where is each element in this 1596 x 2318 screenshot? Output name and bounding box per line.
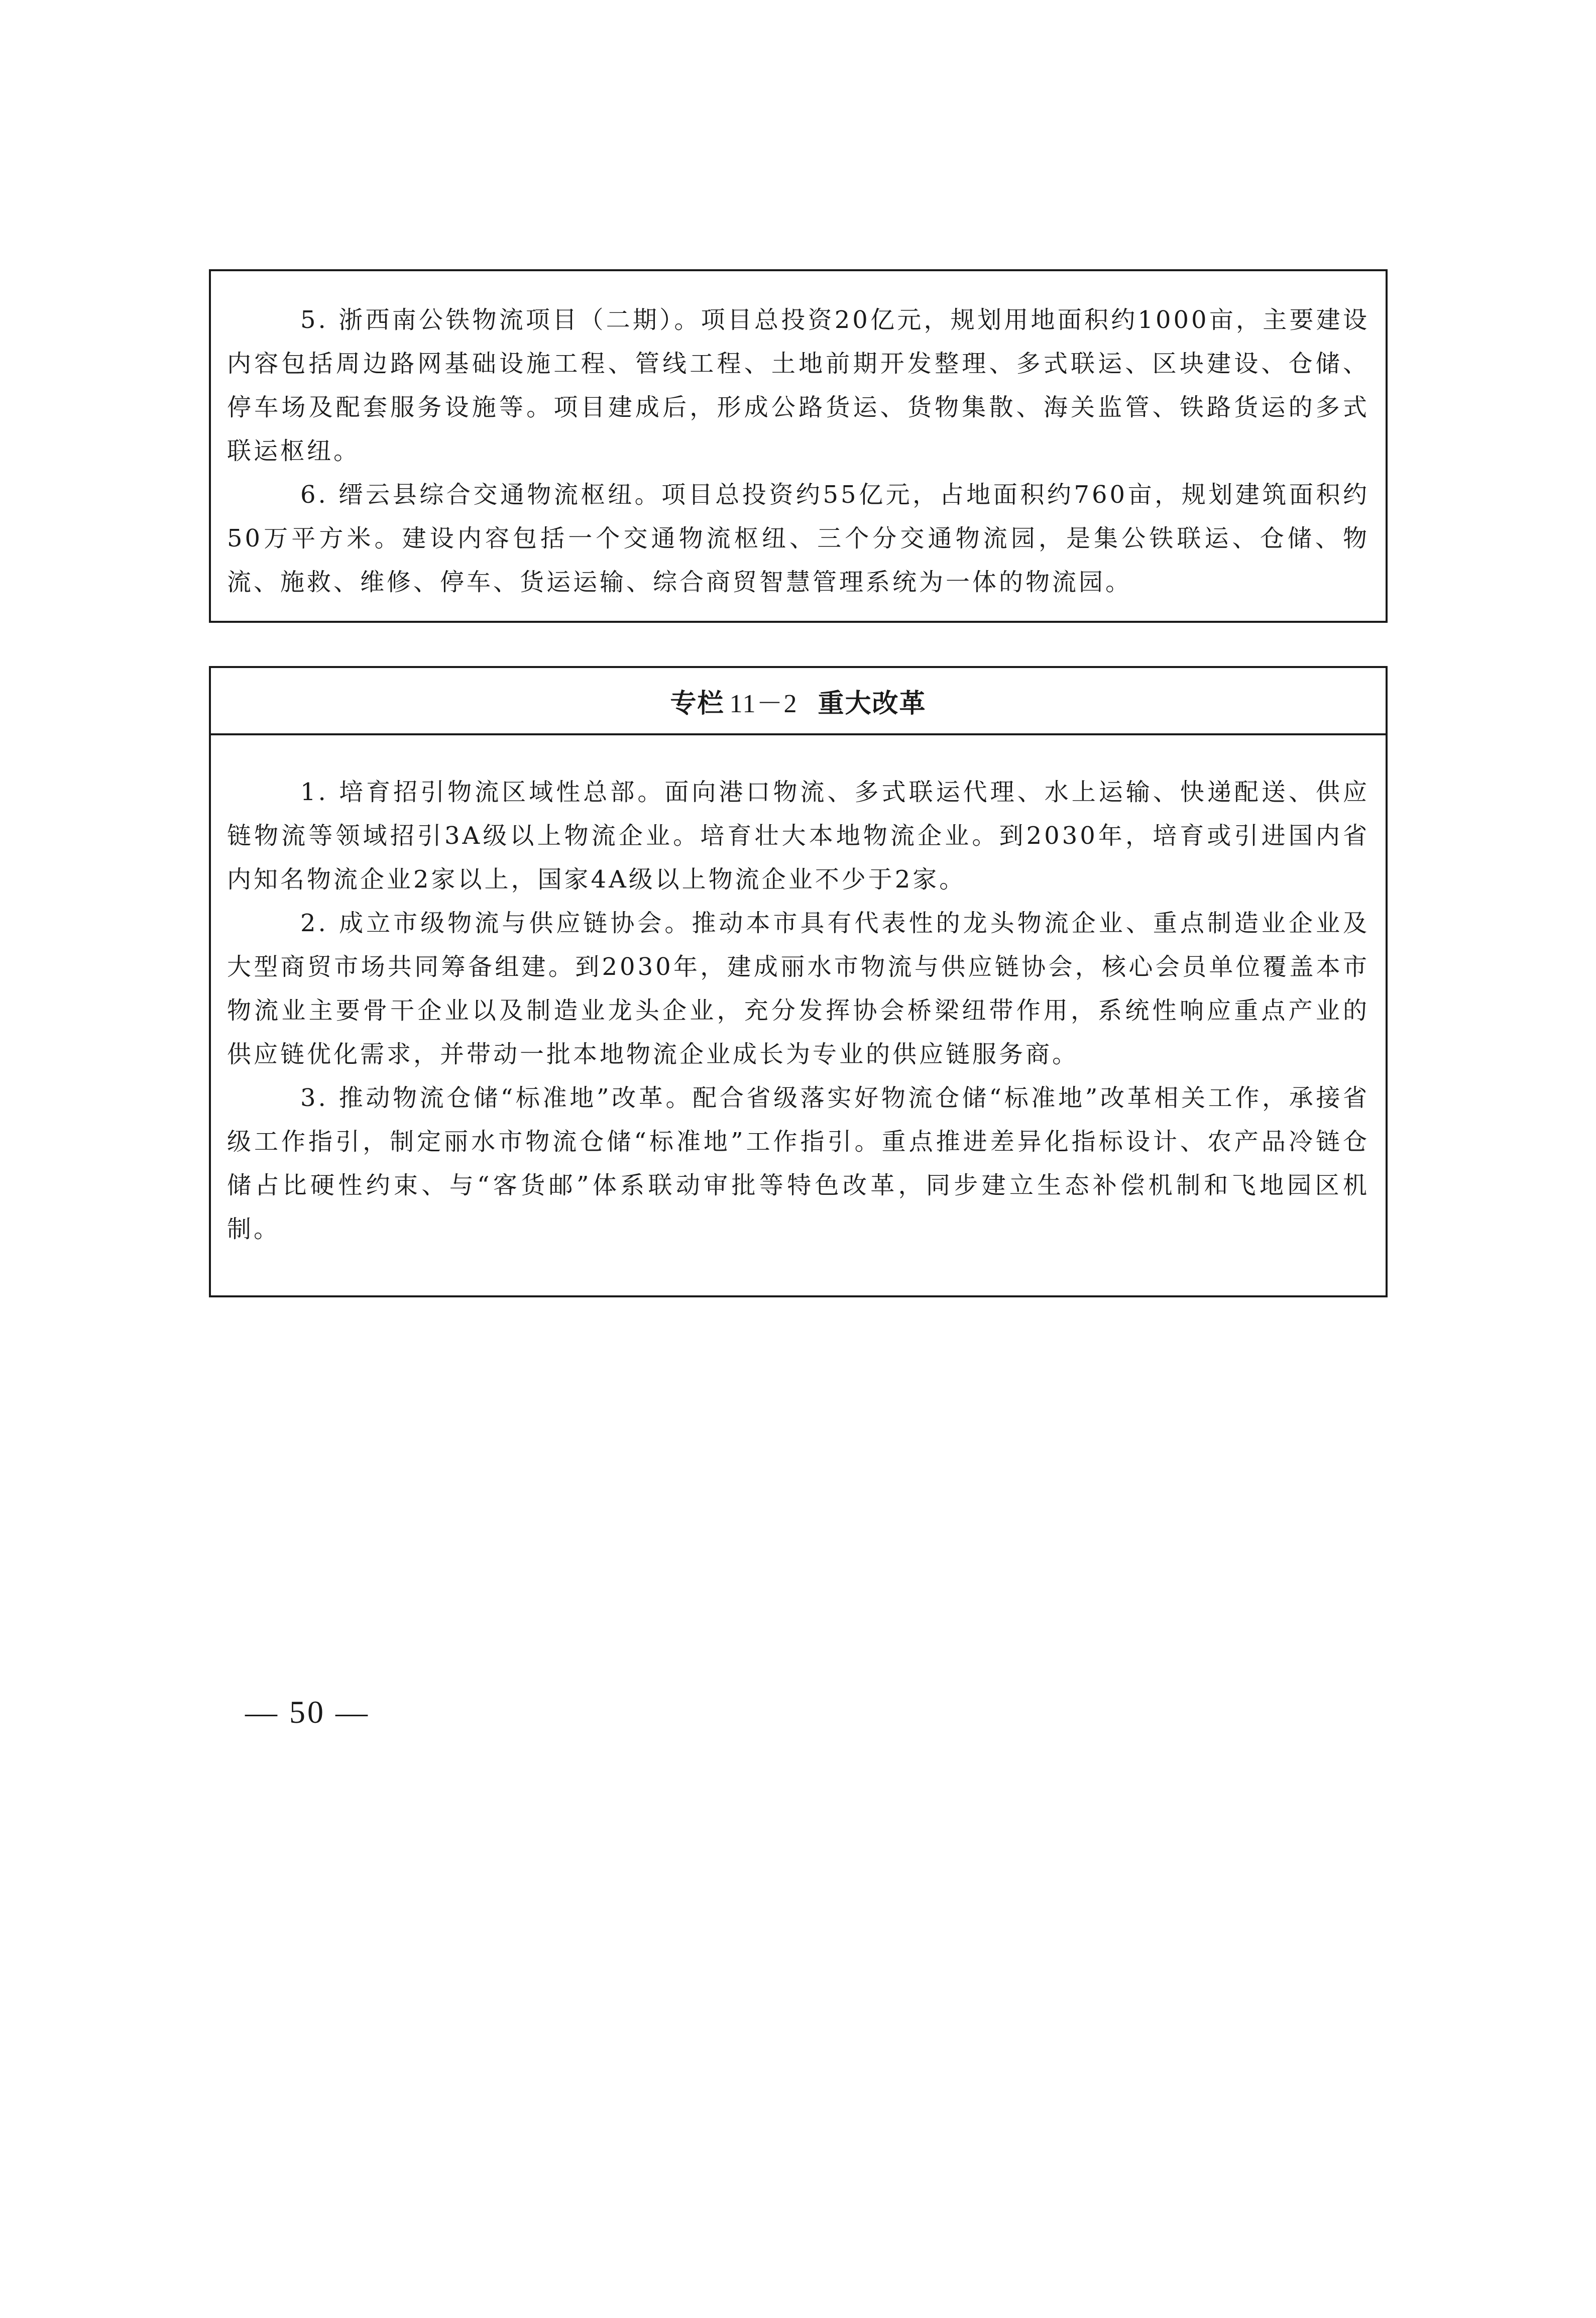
- column-title: [211, 668, 1386, 735]
- column-box-reforms: [209, 666, 1388, 1297]
- reform-item-3: 3. 推动物流仓储“标准地”改革。配合省级落实好物流仓储“标准地”改革相关工作，承接省级工作指引，制定丽水市物流仓储“标准地”工作指引。重点推进差异化指标设计、农产品冷链仓储占比硬性约束、与“客货邮”体系联动审批等特色改革，同步建立生态补偿机制和飞地园区机制。: [227, 1084, 1370, 1243]
- project-item-6: 6. 缙云县综合交通物流枢纽。项目总投资约55亿元，占地面积约760亩，规划建筑面积约50万平方米。建设内容包括一个交通物流枢纽、三个分交通物流园，是集公铁联运、仓储、物流、施救、维修、停车、货运运输、综合商贸智慧管理系统为一体的物流园。: [227, 481, 1370, 596]
- column-body: [211, 735, 1386, 1251]
- reform-item-2: 2. 成立市级物流与供应链协会。推动本市具有代表性的龙头物流企业、重点制造业企业及大型商贸市场共同筹备组建。到2030年，建成丽水市物流与供应链协会，核心会员单位覆盖本市物流业主要骨干企业以及制造业龙头企业，充分发挥协会桥梁纽带作用，系统性响应重点产业的供应链优化需求，并带动一批本地物流企业成长为专业的供应链服务商。: [227, 909, 1370, 1068]
- page-number: — 50 —: [245, 1694, 370, 1730]
- column-title-text: 重大改革: [818, 688, 927, 719]
- column-box-projects: [209, 269, 1388, 623]
- project-item-5: 5. 浙西南公铁物流项目（二期）。项目总投资20亿元，规划用地面积约1000亩，主要建设内容包括周边路网基础设施工程、管线工程、土地前期开发整理、多式联运、区块建设、仓储、停车场及配套服务设施等。项目建成后，形成公路货运、货物集散、海关监管、铁路货运的多式联运枢纽。: [227, 306, 1370, 465]
- column-title-number: 11－2: [729, 689, 798, 718]
- column-title-prefix: 专栏: [670, 688, 725, 719]
- reform-item-1: 1. 培育招引物流区域性总部。面向港口物流、多式联运代理、水上运输、快递配送、供应链物流等领域招引3A级以上物流企业。培育壮大本地物流企业。到2030年，培育或引进国内省内知名物流企业2家以上，国家4A级以上物流企业不少于2家。: [227, 778, 1370, 894]
